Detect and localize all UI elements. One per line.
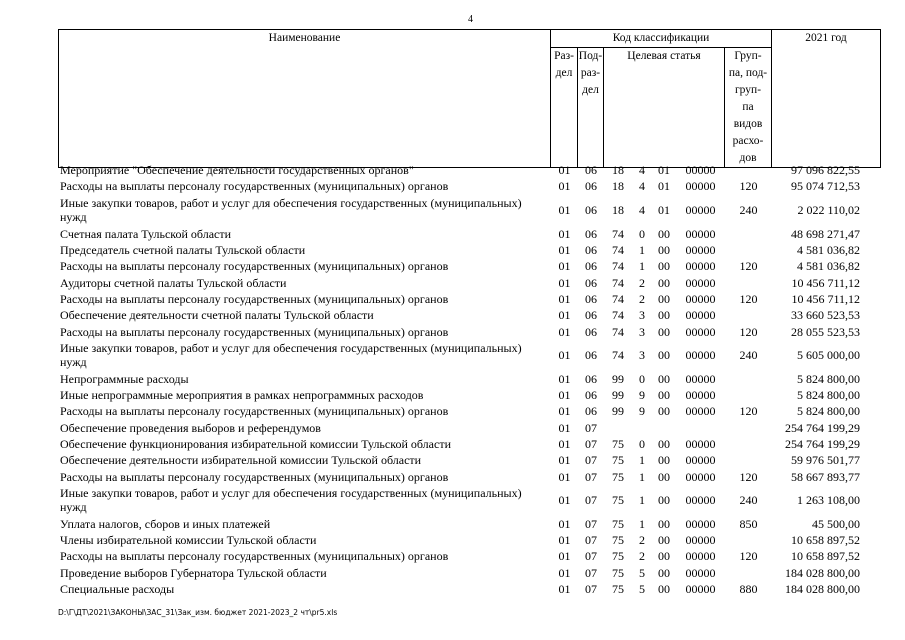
cell-t2: 3 [639,308,645,323]
cell-t2: 4 [639,179,645,194]
cell-name: Расходы на выплаты персоналу государственных (муниципальных) органов [60,179,449,194]
cell-name: Расходы на выплаты персоналу государственных (муниципальных) органов [60,404,449,419]
table-row [58,291,881,307]
cell-name: Обеспечение деятельности счетной палаты Тульской области [60,308,374,323]
cell-vr [725,532,772,548]
cell-vr: 120 [739,291,758,306]
cell-t1: 74 [612,226,624,241]
cell-pr: 06 [585,308,597,323]
cell-t2: 5 [639,582,645,597]
table-row [58,485,881,516]
cell-name: Иные закупки товаров, работ и услуг для обеспечения государственных (муниципальных) нужд [60,486,522,515]
table-row [58,403,881,419]
cell-t2: 5 [639,565,645,580]
header-name: Наименование [59,30,551,168]
cell-t4: 00000 [685,437,716,451]
cell-t1: 18 [612,163,624,178]
cell-t2: 1 [639,453,645,468]
cell-amount: 10 456 711,12 [791,275,860,290]
cell-vr: 120 [739,469,758,484]
header-target: Целевая статья [604,48,725,168]
table-row [58,307,881,323]
file-path: D:\Г\ДТ\2021\ЗАКОНЫ\ЗАС_31\Зак_изм. бюджет 2021-2023_2 чт\pr5.xls [58,608,338,617]
cell-vr: 240 [739,203,758,218]
cell-pr: 07 [585,533,597,548]
cell-vr [725,436,772,452]
cell-t4: 00000 [685,259,716,274]
cell-rz: 01 [558,324,571,339]
cell-t3: 00 [658,308,670,323]
table-row [58,436,881,452]
header-section: Раз- дел [551,48,578,168]
cell-pr: 07 [585,565,597,580]
cell-t2: 2 [639,533,645,548]
page-number: 4 [468,14,473,25]
cell-amount: 59 976 501,77 [791,453,860,468]
cell-name: Специальные расходы [60,582,175,597]
cell-vr: 120 [739,179,758,194]
cell-t3: 00 [658,388,670,403]
cell-t4: 00000 [685,549,716,564]
cell-t4: 00000 [685,203,716,218]
cell-vr [725,565,772,581]
cell-t3: 00 [658,226,670,241]
table-row [58,548,881,564]
cell-rz: 01 [558,565,571,580]
cell-t1: 99 [612,388,624,403]
cell-rz: 01 [558,533,571,548]
table-row [58,258,881,274]
cell-amount: 2 022 110,02 [797,203,860,218]
cell-t2: 1 [639,259,645,274]
cell-vr: 850 [739,516,758,531]
cell-t1: 74 [612,275,624,290]
cell-name: Аудиторы счетной палаты Тульской области [60,275,287,290]
cell-t4: 00000 [685,582,716,597]
cell-t3: 00 [658,243,670,258]
cell-amount: 184 028 800,00 [785,582,860,597]
cell-amount: 33 660 523,53 [791,308,860,323]
cell-t3: 00 [658,533,670,548]
cell-pr: 06 [585,179,597,194]
cell-amount: 58 667 893,77 [791,469,860,484]
cell-t1: 75 [612,493,624,508]
cell-rz: 01 [558,203,571,218]
header-group: Груп- па, под- груп- па видов расхо- дов [725,48,772,168]
cell-t3 [652,420,676,436]
cell-name: Расходы на выплаты персоналу государственных (муниципальных) органов [60,324,449,339]
cell-amount: 45 500,00 [812,516,860,531]
cell-t3: 00 [658,516,670,531]
cell-amount: 28 055 523,53 [791,324,860,339]
cell-t2: 4 [639,163,645,178]
cell-t1: 74 [612,308,624,323]
cell-pr: 07 [585,516,597,531]
cell-name: Иные закупки товаров, работ и услуг для обеспечения государственных (муниципальных) нужд [60,196,522,225]
cell-t3: 01 [658,203,670,218]
cell-name: Расходы на выплаты персоналу государственных (муниципальных) органов [60,259,449,274]
cell-rz: 01 [558,453,571,468]
cell-amount: 5 824 800,00 [797,404,860,419]
cell-vr [725,307,772,323]
cell-amount: 10 658 897,52 [791,533,860,548]
cell-amount: 4 581 036,82 [797,243,860,258]
cell-t1: 75 [612,565,624,580]
cell-name: Счетная палата Тульской области [60,226,232,241]
cell-pr: 07 [585,437,597,451]
cell-rz: 01 [558,226,571,241]
table-row [58,340,881,371]
cell-t2: 0 [639,437,645,451]
cell-t1: 99 [612,404,624,419]
cell-t4: 00000 [685,493,716,508]
cell-t1: 99 [612,371,624,386]
cell-vr [725,242,772,258]
cell-rz: 01 [558,275,571,290]
cell-t3: 01 [658,163,670,178]
cell-rz: 01 [558,163,571,178]
cell-t3: 00 [658,565,670,580]
cell-amount: 48 698 271,47 [791,226,860,241]
cell-t2: 0 [639,226,645,241]
cell-t4: 00000 [685,275,716,290]
cell-rz: 01 [558,308,571,323]
cell-rz: 01 [558,493,571,508]
cell-pr: 06 [585,226,597,241]
cell-t4: 00000 [685,324,716,339]
cell-t2: 4 [639,203,645,218]
cell-t2: 9 [639,404,645,419]
cell-t1: 75 [612,469,624,484]
cell-t1: 75 [612,582,624,597]
cell-t2 [632,420,652,436]
cell-name: Члены избирательной комиссии Тульской области [60,533,317,548]
cell-t1: 18 [612,179,624,194]
cell-amount: 10 456 711,12 [791,291,860,306]
table-row [58,532,881,548]
table-row [58,178,881,194]
cell-pr: 06 [585,324,597,339]
cell-t2: 0 [639,371,645,386]
cell-amount: 4 581 036,82 [797,259,860,274]
cell-t1: 74 [612,291,624,306]
cell-vr: 120 [739,259,758,274]
table-row [58,420,881,436]
cell-vr: 120 [739,324,758,339]
cell-pr: 06 [585,404,597,419]
cell-t1 [604,420,632,436]
cell-rz: 01 [558,469,571,484]
cell-pr: 07 [585,549,597,564]
cell-name: Непрограммные расходы [60,371,189,386]
cell-t3: 00 [658,275,670,290]
cell-t3: 00 [658,453,670,468]
table-row [58,242,881,258]
cell-t1: 74 [612,348,624,363]
cell-t3: 00 [658,469,670,484]
cell-vr: 240 [739,493,758,508]
cell-t3: 00 [658,371,670,386]
cell-t3: 00 [658,324,670,339]
cell-vr [725,274,772,290]
cell-t3: 00 [658,493,670,508]
cell-t2: 2 [639,275,645,290]
cell-vr [725,162,772,178]
cell-pr: 06 [585,291,597,306]
cell-rz: 01 [558,388,571,403]
cell-t2: 1 [639,243,645,258]
table-row [58,226,881,242]
cell-t3: 00 [658,348,670,363]
cell-t4: 00000 [685,243,716,258]
budget-table [58,162,881,597]
cell-pr: 06 [585,388,597,403]
cell-vr [725,226,772,242]
cell-t2: 2 [639,549,645,564]
cell-name: Проведение выборов Губернатора Тульской области [60,565,327,580]
cell-name: Председатель счетной палаты Тульской области [60,243,306,258]
cell-t4: 00000 [685,516,716,531]
table-row [58,195,881,226]
cell-rz: 01 [558,437,571,451]
cell-pr: 07 [585,420,597,435]
cell-vr: 880 [739,582,758,597]
cell-name: Мероприятие "Обеспечение деятельности государственных органов" [60,163,414,178]
cell-t1: 75 [612,533,624,548]
cell-t4 [676,420,725,436]
cell-t1: 75 [612,437,624,451]
cell-name: Расходы на выплаты персоналу государственных (муниципальных) органов [60,549,449,564]
cell-t2: 2 [639,291,645,306]
cell-amount: 1 263 108,00 [797,493,860,508]
cell-t4: 00000 [685,348,716,363]
cell-t2: 3 [639,324,645,339]
table-row [58,581,881,597]
table-row [58,323,881,339]
cell-vr [725,387,772,403]
cell-t4: 00000 [685,565,716,580]
cell-pr: 07 [585,469,597,484]
cell-rz: 01 [558,179,571,194]
cell-t2: 1 [639,516,645,531]
header-code: Код классификации [551,30,772,48]
cell-name: Обеспечение функционирования избирательной комиссии Тульской области [60,437,451,451]
cell-t3: 00 [658,259,670,274]
table-row [58,274,881,290]
cell-amount: 97 096 822,55 [791,163,860,178]
cell-t3: 00 [658,582,670,597]
cell-pr: 06 [585,259,597,274]
cell-vr: 120 [739,549,758,564]
cell-t4: 00000 [685,533,716,548]
cell-t1: 75 [612,516,624,531]
cell-t3: 00 [658,404,670,419]
cell-name: Иные непрограммные мероприятия в рамках непрограммных расходов [60,388,424,403]
table-row [58,452,881,468]
cell-vr: 120 [739,404,758,419]
cell-rz: 01 [558,582,571,597]
cell-rz: 01 [558,348,571,363]
cell-t4: 00000 [685,469,716,484]
cell-pr: 06 [585,243,597,258]
cell-pr: 06 [585,163,597,178]
cell-t4: 00000 [685,371,716,386]
cell-t2: 3 [639,348,645,363]
cell-t3: 00 [658,549,670,564]
table-row [58,468,881,484]
cell-amount: 5 824 800,00 [797,371,860,386]
cell-t2: 1 [639,469,645,484]
table-row [58,371,881,387]
cell-t4: 00000 [685,308,716,323]
cell-amount: 5 824 800,00 [797,388,860,403]
cell-t2: 1 [639,493,645,508]
cell-pr: 06 [585,203,597,218]
cell-t1: 74 [612,259,624,274]
header-subsection: Под- раз- дел [578,48,604,168]
cell-amount: 5 605 000,00 [797,348,860,363]
cell-rz: 01 [558,243,571,258]
cell-name: Расходы на выплаты персоналу государственных (муниципальных) органов [60,469,449,484]
cell-amount: 10 658 897,52 [791,549,860,564]
cell-t1: 75 [612,453,624,468]
cell-pr: 07 [585,453,597,468]
cell-name: Расходы на выплаты персоналу государственных (муниципальных) органов [60,291,449,306]
cell-pr: 07 [585,582,597,597]
table-row [58,162,881,178]
cell-pr: 06 [585,275,597,290]
cell-t1: 74 [612,324,624,339]
table-row [58,387,881,403]
table-header [58,29,881,168]
cell-rz: 01 [558,420,571,435]
cell-pr: 06 [585,371,597,386]
cell-t1: 75 [612,549,624,564]
cell-t3: 00 [658,437,670,451]
cell-t1: 74 [612,243,624,258]
cell-rz: 01 [558,291,571,306]
cell-t2: 9 [639,388,645,403]
table-row [58,565,881,581]
cell-rz: 01 [558,404,571,419]
cell-t1: 18 [612,203,624,218]
cell-amount: 95 074 712,53 [791,179,860,194]
cell-rz: 01 [558,516,571,531]
header-year: 2021 год [772,30,881,168]
cell-t4: 00000 [685,453,716,468]
cell-name: Иные закупки товаров, работ и услуг для обеспечения государственных (муниципальных) нужд [60,341,522,370]
cell-t3: 01 [658,179,670,194]
cell-t4: 00000 [685,291,716,306]
cell-t4: 00000 [685,388,716,403]
cell-t4: 00000 [685,179,716,194]
cell-pr: 06 [585,348,597,363]
cell-t4: 00000 [685,404,716,419]
cell-name: Обеспечение проведения выборов и референдумов [60,420,321,435]
cell-t3: 00 [658,291,670,306]
cell-name: Уплата налогов, сборов и иных платежей [60,516,271,531]
cell-vr [725,420,772,436]
cell-rz: 01 [558,549,571,564]
cell-rz: 01 [558,371,571,386]
cell-name: Обеспечение деятельности избирательной комиссии Тульской области [60,453,422,468]
cell-t4: 00000 [685,163,716,178]
cell-amount: 184 028 800,00 [785,565,860,580]
cell-amount: 254 764 199,29 [785,437,860,451]
cell-pr: 07 [585,493,597,508]
cell-t4: 00000 [685,226,716,241]
table-row [58,516,881,532]
cell-vr [725,371,772,387]
cell-amount: 254 764 199,29 [785,420,860,435]
cell-vr: 240 [739,348,758,363]
cell-rz: 01 [558,259,571,274]
cell-vr [725,452,772,468]
